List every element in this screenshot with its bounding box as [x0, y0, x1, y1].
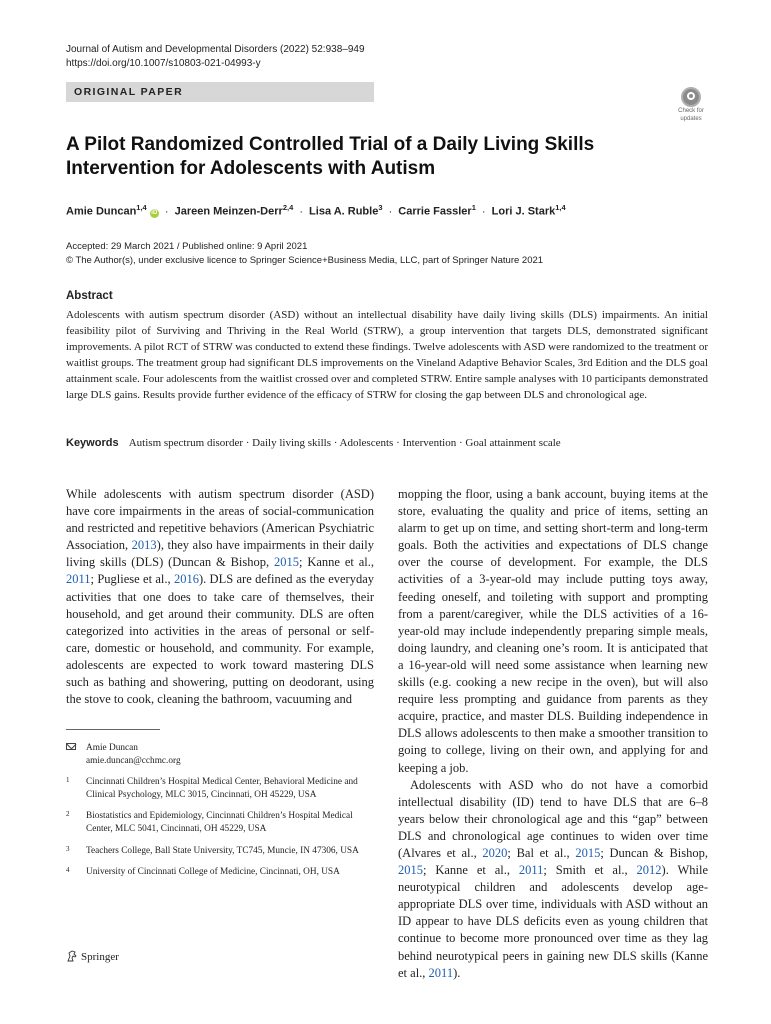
corresponding-author	[66, 742, 366, 767]
affiliation-number: 3	[66, 844, 70, 853]
body-column-left	[66, 486, 374, 708]
orcid-icon[interactable]: iD	[151, 209, 158, 216]
citation-link[interactable]: 2011	[66, 572, 91, 587]
affiliation-number: 2	[66, 810, 70, 819]
keywords	[66, 437, 708, 449]
citation-link[interactable]: 2020	[482, 845, 508, 860]
journal-header	[66, 43, 365, 71]
text-run: ; Duncan & Bishop,	[600, 845, 709, 860]
author-name[interactable]: Lisa A. Ruble	[309, 205, 379, 218]
citation-link[interactable]: 2011	[428, 965, 454, 980]
affiliation-number: 4	[66, 866, 70, 875]
affiliation-text: Teachers College, Ball State University, TC745, Muncie, IN 47306, USA	[86, 845, 359, 856]
text-run: mopping the floor, using a bank account, buying items at the store, evaluating the quality and price of items, setting an alarm to get up on time, and setting short-term and long-term goals. Both the activities and expectations of DLS change over the course of development. For example, the DLS activities of a 3-year-old may include putting toys away, feeding oneself, and toileting with support and prompting from a parent/caregiver, while the DLS activities of a 16-year-old may include independently preparing simple meals, doing laundry, and cleaning one’s room. It is anticipated that a 16-year-old will need some assistance when learning new skills (e.g. cooking a new recipe in the oven), but will also require less prompting and guidance from parents as they acquire, practice, and master DLS. Building independence in DLS allows adolescents to then make a smoother transition to going to college, living on their own, and applying for and keeping a job.	[398, 487, 708, 775]
author-separator: ·	[299, 205, 303, 218]
text-run: ; Kanne et al.,	[299, 555, 374, 570]
author-name[interactable]: Carrie Fassler	[398, 205, 472, 218]
text-run: ). While neurotypical children and adolescents develop age-appropriate DLS over time, individuals with ASD without an ID appear to have DLS deficits even as young children that continue to become more pronounced over time as they lag behind neurotypical peers in gaining new DLS skills (Kanne et al.,	[398, 863, 709, 980]
affiliation-text: University of Cincinnati College of Medicine, Cincinnati, OH, USA	[86, 867, 340, 878]
affiliation	[66, 866, 366, 879]
text-run: While adolescents with autism spectrum disorder (ASD) have core impairments in the areas of social-communication and restricted and repetitive behaviors (American Psychiatric Association,	[66, 487, 374, 553]
paragraph-continued	[398, 486, 708, 777]
text-run: ; Kanne et al.,	[423, 863, 519, 878]
citation-link[interactable]: 2015	[274, 555, 300, 570]
author-affiliation: 1,4	[555, 203, 566, 212]
check-updates-line1: Check for	[678, 108, 704, 114]
affiliation-text: Biostatistics and Epidemiology, Cincinnati Children’s Hospital Medical Center, MLC 5041, Cincinnati, OH 45229, USA	[86, 811, 353, 834]
author-name[interactable]: Lori J. Stark	[491, 205, 556, 218]
author-separator: ·	[388, 205, 393, 218]
check-updates-line2: updates	[680, 115, 702, 122]
citation-link[interactable]: 2016	[173, 572, 199, 587]
author-affiliation: 2,4	[282, 203, 294, 212]
abstract-heading: Abstract	[66, 290, 113, 302]
doi-link[interactable]: https://doi.org/10.1007/s10803-021-04993-y	[66, 58, 261, 69]
author-name[interactable]: Amie Duncan	[66, 205, 137, 218]
author-separator: ·	[164, 205, 169, 218]
publisher-name: Springer	[81, 951, 119, 963]
text-run: ).	[453, 965, 461, 980]
accepted-published-dates: Accepted: 29 March 2021 / Published online: 9 April 2021	[66, 241, 308, 252]
text-run: Adolescents with ASD who do not have a comorbid intellectual disability (ID) tend to have DLS that are 6–8 years below their chronological age and this “gap” between DLS and chronological age continues to widen over time (Alvares et al.,	[398, 777, 708, 860]
publication-dates	[66, 240, 543, 267]
author-affiliation: 1,4	[136, 203, 147, 212]
article-title: A Pilot Randomized Controlled Trial of a Daily Living Skills Intervention for Adolescents with Autism	[66, 134, 595, 179]
check-for-updates-button[interactable]	[674, 87, 708, 123]
paragraph	[66, 486, 374, 708]
abstract-text: Adolescents with autism spectrum disorder (ASD) without an intellectual disability have daily living skills (DLS) impairments. An initial feasibility pilot of Surviving and Thriving in the Real World (STRW), a group intervention that targets DLS, demonstrated significant improvements. A pilot RCT of STRW was conducted to extend these findings. Twelve adolescents with ASD were randomized to the treatment or waitlist groups. The treatment group had significant DLS improvements on the Vineland Adaptive Behavior Scales, 3rd Edition and the DLS goal attainment scale. Four adolescents from the waitlist crossed over and completed STRW. Entire sample analyses with 10 participants demonstrated large DLS gains. Results provide further evidence of the efficacy of STRW for closing the gap between DLS and chronological age.	[66, 309, 708, 401]
citation-link[interactable]: 2013	[131, 538, 157, 553]
publisher-logo	[66, 950, 119, 963]
citation-link[interactable]: 2011	[518, 863, 544, 878]
text-run: ; Pugliese et al.,	[90, 572, 174, 587]
affiliation	[66, 810, 366, 835]
copyright-notice: © The Author(s), under exclusive licence to Springer Science+Business Media, LLC, part of Springer Nature 2021	[66, 254, 544, 266]
journal-citation: Journal of Autism and Developmental Disorders (2022) 52:938–949	[66, 44, 365, 55]
springer-horse-icon	[66, 950, 78, 962]
keywords-label: Keywords	[66, 437, 119, 449]
keywords-list: Autism spectrum disorder · Daily living skills · Adolescents · Intervention · Goal attainment scale	[128, 437, 561, 449]
affiliation-text: Cincinnati Children’s Hospital Medical Center, Behavioral Medicine and Clinical Psychology, MLC 3015, Cincinnati, OH 45229, USA	[86, 777, 358, 800]
author-affiliation: 1	[471, 203, 476, 212]
affiliation	[66, 845, 366, 858]
author-separator: ·	[481, 205, 486, 218]
footnote-divider	[66, 729, 160, 730]
body-column-right	[398, 486, 708, 982]
check-updates-icon	[681, 87, 701, 107]
text-run: ), they also have impairments in their daily living skills (DLS) (Duncan & Bishop,	[66, 538, 374, 570]
author-list	[66, 203, 706, 218]
footnotes	[66, 742, 366, 888]
author-name[interactable]: Jareen Meinzen-Derr	[174, 205, 283, 218]
paragraph	[398, 777, 708, 982]
author-affiliation: 3	[378, 203, 383, 212]
affiliation	[66, 776, 366, 801]
contact-name: Amie Duncan	[86, 743, 138, 753]
citation-link[interactable]: 2012	[636, 863, 662, 878]
envelope-icon	[66, 743, 76, 750]
text-run: ). DLS are defined as the everyday activities that one does to take care of themselves, their household, and get around their community. DLS are often categorized into activities in the areas of personal or self-care, domestic or household, and community. For example, adolescents are expected to work toward mastering DLS such as bathing and showering, putting on deodorant, using the stove to cook, cleaning the bathroom, vacuuming and	[66, 572, 374, 707]
article-type-badge: ORIGINAL PAPER	[66, 82, 374, 102]
citation-link[interactable]: 2015	[575, 845, 601, 860]
citation-link[interactable]: 2015	[398, 863, 423, 878]
text-run: ; Bal et al.,	[507, 845, 576, 860]
text-run: ; Smith et al.,	[543, 863, 637, 878]
affiliation-number: 1	[66, 776, 70, 785]
contact-email[interactable]: amie.duncan@cchmc.org	[86, 755, 181, 766]
